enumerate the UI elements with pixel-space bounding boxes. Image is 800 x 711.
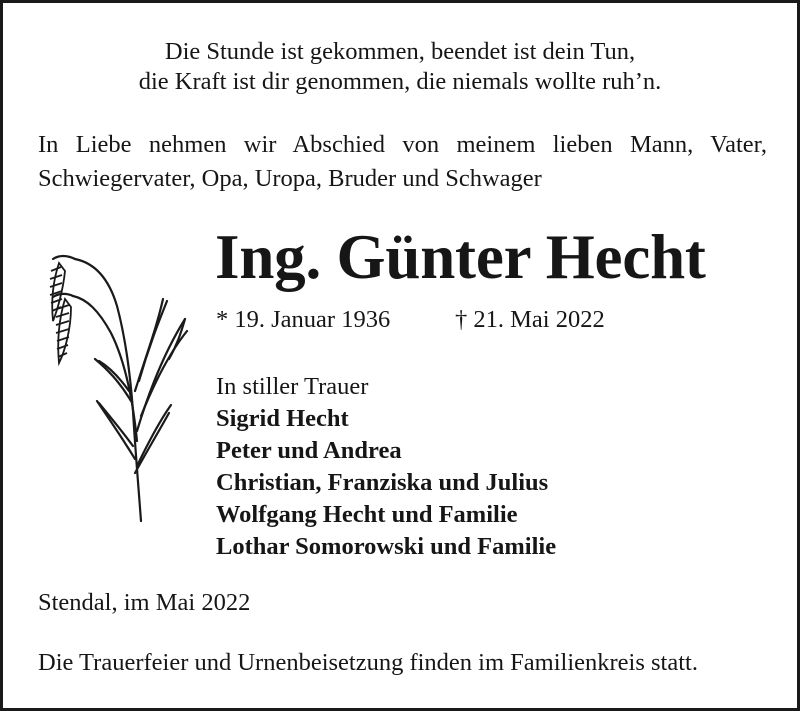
farewell-text <box>38 128 767 196</box>
mourners-intro: In stiller Trauer <box>216 373 369 400</box>
birth-date: * 19. Januar 1936 <box>216 306 391 333</box>
mourner-name: Lothar Somorowski und Familie <box>216 533 557 560</box>
mourner-name: Christian, Franziska und Julius <box>216 469 549 496</box>
death-date: † 21. Mai 2022 <box>455 306 605 333</box>
verse-line-2: die Kraft ist dir genommen, die niemals wollte ruh’n. <box>138 68 662 95</box>
mourner-name: Peter und Andrea <box>216 437 402 464</box>
ceremony-note: Die Trauerfeier und Urnenbeisetzung finden im Familienkreis statt. <box>38 649 698 676</box>
deceased-name: Ing. Günter Hecht <box>215 222 706 292</box>
farewell-line-2: Schwiegervater, Opa, Uropa, Bruder und Schwager <box>38 165 542 192</box>
wheat-stalk-icon <box>37 241 197 526</box>
mourner-name: Wolfgang Hecht und Familie <box>216 501 518 528</box>
verse-line-1: Die Stunde ist gekommen, beendet ist dein Tun, <box>164 38 636 65</box>
mourners-block <box>216 371 556 563</box>
farewell-line-1: In Liebe nehmen wir Abschied von meinem lieben Mann, Vater, <box>38 131 767 158</box>
mourner-name: Sigrid Hecht <box>216 405 349 432</box>
place-date: Stendal, im Mai 2022 <box>38 589 251 616</box>
